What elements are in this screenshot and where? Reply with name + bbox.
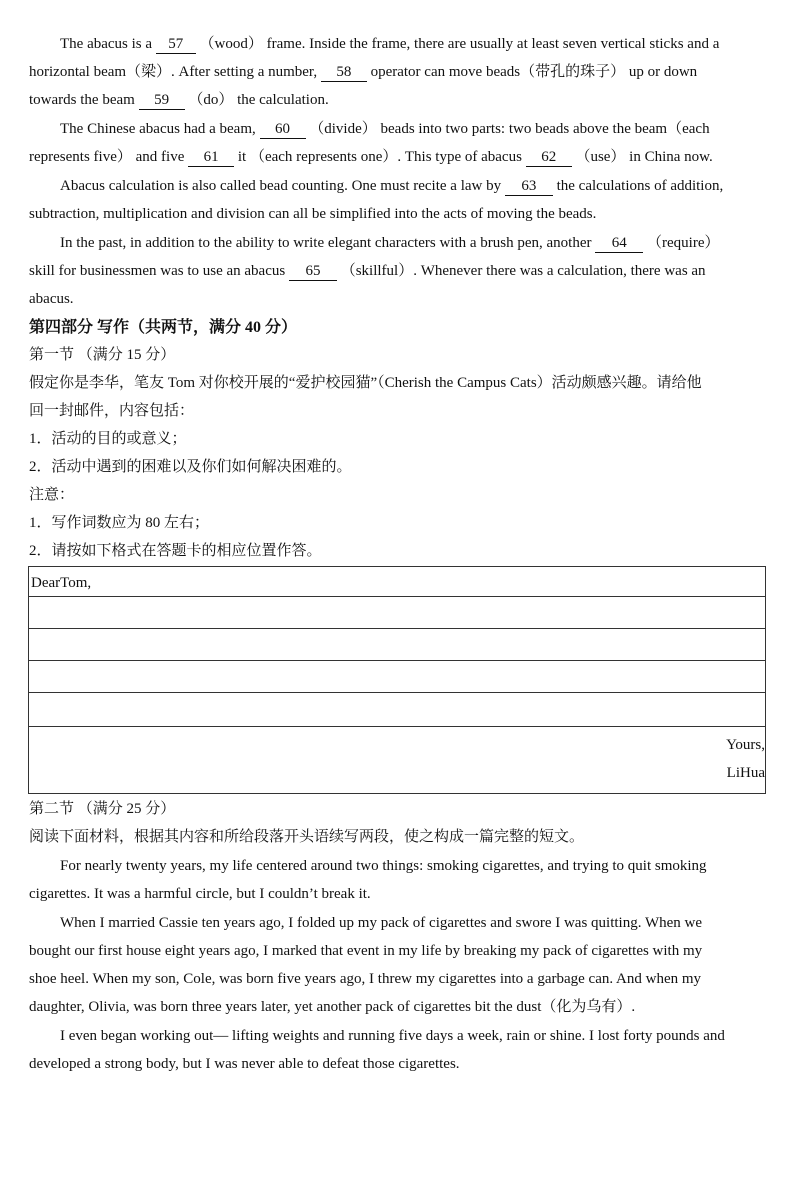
- blank-61: 61: [188, 148, 234, 167]
- answer-row: [29, 628, 765, 661]
- text-span: （skillful）. Whenever there was a calculation, there was an: [340, 263, 706, 279]
- text-span: （use） in China now.: [575, 149, 713, 165]
- story-line: I even began working out— lifting weights and running five days a week, rain or shine. I lost forty pounds and: [60, 1028, 725, 1044]
- blank-63: 63: [505, 177, 553, 196]
- answer-row: [29, 692, 765, 727]
- blank-59: 59: [139, 91, 185, 110]
- text-span: abacus.: [29, 291, 74, 307]
- note-item: 2．请按如下格式在答题卡的相应位置作答。: [29, 543, 322, 559]
- note-item: 1．写作词数应为 80 左右；: [29, 515, 210, 531]
- answer-row: [29, 596, 765, 629]
- note-label: 注意：: [29, 487, 75, 503]
- passage-line: [60, 233, 720, 253]
- prompt-item: 1．活动的目的或意义；: [29, 431, 187, 447]
- passage-line: [60, 119, 710, 139]
- blank-64: 64: [595, 234, 643, 253]
- text-span: （do） the calculation.: [188, 92, 329, 108]
- story-line: When I married Cassie ten years ago, I folded up my pack of cigarettes and swore I was quitting. When we: [60, 915, 703, 931]
- story-line: developed a strong body, but I was never able to defeat those cigarettes.: [29, 1056, 460, 1072]
- text-span: horizontal beam（梁）. After setting a number,: [29, 64, 318, 80]
- letter-greeting: DearTom,: [31, 575, 92, 591]
- story-line: bought our first house eight years ago, I marked that event in my life by breaking my pack of cigarettes with my: [29, 943, 703, 959]
- blank-57: 57: [156, 35, 196, 54]
- text-span: subtraction, multiplication and division can all be simplified into the acts of moving the beads.: [29, 206, 597, 222]
- story-line: For nearly twenty years, my life centered around two things: smoking cigarettes, and trying to quit smoking: [60, 858, 707, 874]
- blank-65: 65: [289, 262, 337, 281]
- passage-line: [29, 147, 713, 167]
- answer-row: [29, 660, 765, 693]
- section-title: 第一节 （满分 15 分）: [29, 347, 176, 363]
- text-span: skill for businessmen was to use an abacus: [29, 263, 286, 279]
- text-span: towards the beam: [29, 92, 135, 108]
- text-span: it （each represents one）. This type of abacus: [237, 149, 522, 165]
- letter-closing: Yours,: [726, 737, 765, 753]
- part-title: 第四部分 写作（共两节，满分 40 分）: [29, 319, 298, 336]
- prompt-line: 假定你是李华，笔友 Tom 对你校开展的“爱护校园猫”（Cherish the Campus Cats）活动颇感兴趣。请给他: [29, 375, 702, 391]
- passage-line: [29, 289, 74, 309]
- blank-58: 58: [321, 63, 367, 82]
- answer-box: [28, 566, 766, 794]
- passage-line: [29, 90, 329, 110]
- passage-line: [29, 261, 706, 281]
- prompt-line: 阅读下面材料，根据其内容和所给段落开头语续写两段，使之构成一篇完整的短文。: [29, 829, 585, 845]
- text-span: （require）: [647, 235, 720, 251]
- text-span: the calculations of addition,: [556, 178, 724, 194]
- letter-signature: LiHua: [726, 765, 765, 781]
- passage-line: [29, 204, 596, 224]
- text-span: represents five） and five: [29, 149, 185, 165]
- passage-line: [60, 176, 723, 196]
- text-span: The Chinese abacus had a beam,: [60, 121, 256, 137]
- prompt-line: 回一封邮件，内容包括：: [29, 403, 195, 419]
- story-line: cigarettes. It was a harmful circle, but I couldn’t break it.: [29, 886, 371, 902]
- story-line: shoe heel. When my son, Cole, was born five years ago, I threw my cigarettes into a garbage can. And when my: [29, 971, 702, 987]
- text-span: （wood） frame. Inside the frame, there are usually at least seven vertical sticks and a: [199, 36, 720, 52]
- text-span: The abacus is a: [60, 36, 153, 52]
- section-title: 第二节 （满分 25 分）: [29, 801, 176, 817]
- prompt-item: 2．活动中遇到的困难以及你们如何解决困难的。: [29, 459, 352, 475]
- blank-62: 62: [526, 148, 572, 167]
- blank-60: 60: [260, 120, 306, 139]
- text-span: operator can move beads（带孔的珠子） up or down: [370, 64, 698, 80]
- passage-line: [29, 62, 697, 82]
- text-span: （divide） beads into two parts: two beads above the beam（each: [309, 121, 710, 137]
- text-span: Abacus calculation is also called bead counting. One must recite a law by: [60, 178, 502, 194]
- text-span: In the past, in addition to the ability to write elegant characters with a brush pen, another: [60, 235, 592, 251]
- passage-line: [60, 34, 719, 54]
- story-line: daughter, Olivia, was born three years later, yet another pack of cigarettes bit the dust（化为乌有）.: [29, 999, 636, 1015]
- answer-row: [29, 567, 765, 597]
